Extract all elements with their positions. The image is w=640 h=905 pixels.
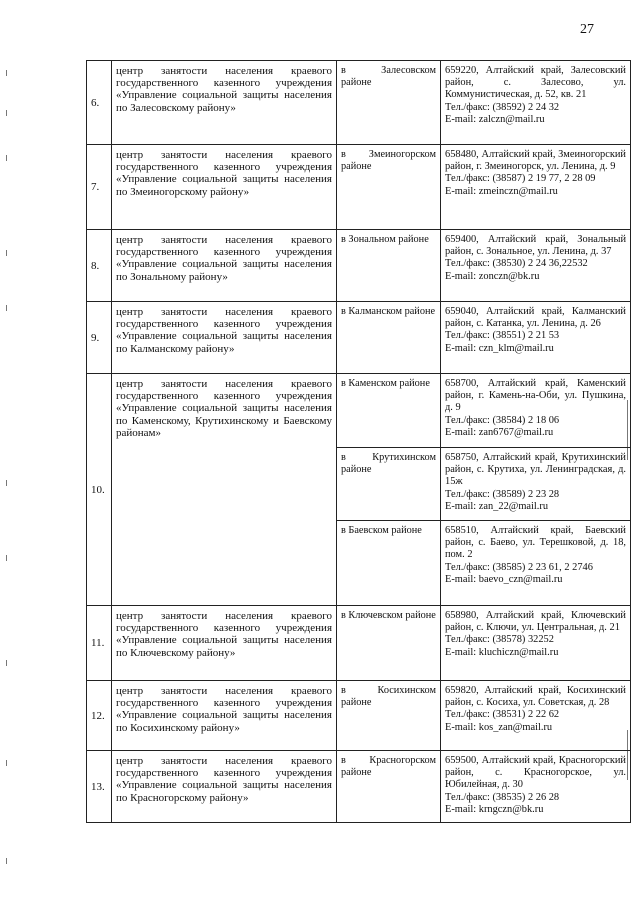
row-number: 13. [87,751,112,823]
district: в Каменском районе [337,374,441,448]
phone-fax: Тел./факс: (38584) 2 18 06 [445,414,560,426]
district: в Красногорском районе [337,751,441,823]
table-row [87,302,631,374]
binding-mark [6,70,7,76]
binding-mark [6,305,7,311]
email: E-mail: zonczn@bk.ru [445,270,540,282]
postal-address: 658750, Алтайский край, Крутихинский район, с. Крутиха, ул. Ленинградская, д. 15ж [445,452,626,488]
postal-address: 659400, Алтайский край, Зональный район, с. Зональное, ул. Ленина, д. 37 [445,234,626,258]
binding-mark [6,155,7,161]
contact-info [441,751,631,823]
email: E-mail: czn_klm@mail.ru [445,342,554,354]
row-number: 12. [87,681,112,751]
phone-fax: Тел./факс: (38589) 2 23 28 [445,488,560,500]
postal-address: 659500, Алтайский край, Красногорский район, с. Красногорское, ул. Юбилейная, д. 30 [445,755,626,791]
contact-info [441,230,631,302]
binding-mark [6,660,7,666]
center-name: центр занятости населения краевого государственного казенного учреждения «Управление социальной защиты населения по Красногорскому району» [112,751,337,823]
district: в Калманском районе [337,302,441,374]
district: в Крутихинском районе [337,448,441,521]
phone-fax: Тел./факс: (38592) 2 24 32 [445,101,560,113]
district: в Змеиногорском районе [337,145,441,230]
table-row [87,751,631,823]
email: E-mail: zmeinczn@mail.ru [445,185,558,197]
postal-address: 659040, Алтайский край, Калманский район, с. Катанка, ул. Ленина, д. 26 [445,306,626,330]
postal-address: 658480, Алтайский край, Змеиногорский район, г. Змеиногорск, ул. Ленина, д. 9 [445,149,626,173]
contact-info [441,374,631,448]
row-number: 9. [87,302,112,374]
table-row [87,681,631,751]
center-name: центр занятости населения краевого государственного казенного учреждения «Управление социальной защиты населения по Зональному району» [112,230,337,302]
center-name: центр занятости населения краевого государственного казенного учреждения «Управление социальной защиты населения по Ключевскому району» [112,606,337,681]
row-number: 11. [87,606,112,681]
phone-fax: Тел./факс: (38551) 2 21 53 [445,330,560,342]
district: в Залесовском районе [337,61,441,145]
center-name: центр занятости населения краевого государственного казенного учреждения «Управление социальной защиты населения по Косихинскому району» [112,681,337,751]
email: E-mail: zalczn@mail.ru [445,113,545,125]
postal-address: 658980, Алтайский край, Ключевский район, с. Ключи, ул. Центральная, д. 21 [445,610,626,634]
email: E-mail: baevo_czn@mail.ru [445,573,563,585]
email: E-mail: zan_22@mail.ru [445,500,549,512]
row-number: 8. [87,230,112,302]
contact-info [441,61,631,145]
phone-fax: Тел./факс: (38578) 32252 [445,634,554,646]
binding-mark [6,760,7,766]
district: в Ключевском районе [337,606,441,681]
district: в Зональном районе [337,230,441,302]
postal-address: 658700, Алтайский край, Каменский район, г. Камень-на-Оби, ул. Пушкина, д. 9 [445,378,626,414]
contact-info [441,302,631,374]
phone-fax: Тел./факс: (38587) 2 19 77, 2 28 09 [445,173,596,185]
postal-address: 658510, Алтайский край, Баевский район, с. Баево, ул. Терешковой, д. 18, пом. 2 [445,525,626,561]
phone-fax: Тел./факс: (38530) 2 24 36,22532 [445,258,588,270]
center-name: центр занятости населения краевого государственного казенного учреждения «Управление социальной защиты населения по Каменскому, Крутихинскому и Баевскому районам» [112,374,337,606]
email: E-mail: kluchiczn@mail.ru [445,646,559,658]
district: в Косихинском районе [337,681,441,751]
table-row [87,374,631,448]
page-number: 27 [580,22,594,37]
contact-info [441,606,631,681]
row-number: 7. [87,145,112,230]
email: E-mail: kos_zan@mail.ru [445,721,553,733]
center-name: центр занятости населения краевого государственного казенного учреждения «Управление социальной защиты населения по Залесовскому району» [112,61,337,145]
row-number: 10. [87,374,112,606]
binding-mark [6,250,7,256]
table-row [87,145,631,230]
binding-mark [6,110,7,116]
phone-fax: Тел./факс: (38585) 2 23 61, 2 2746 [445,561,593,573]
postal-address: 659220, Алтайский край, Залесовский район, с. Залесово, ул. Коммунистическая, д. 52, кв. 21 [445,65,626,101]
district: в Баевском районе [337,521,441,606]
center-name: центр занятости населения краевого государственного казенного учреждения «Управление социальной защиты населения по Змеиногорскому району» [112,145,337,230]
table-row [87,61,631,145]
row-number: 6. [87,61,112,145]
postal-address: 659820, Алтайский край, Косихинский район, с. Косиха, ул. Советская, д. 28 [445,685,626,709]
employment-centers-table [86,60,631,823]
table-row [87,606,631,681]
contact-info [441,521,631,606]
binding-mark [6,555,7,561]
binding-mark [6,480,7,486]
table-row [87,230,631,302]
contact-info [441,448,631,521]
binding-mark [6,858,7,864]
phone-fax: Тел./факс: (38531) 2 22 62 [445,709,560,721]
email: E-mail: zan6767@mail.ru [445,426,554,438]
phone-fax: Тел./факс: (38535) 2 26 28 [445,791,560,803]
contact-info [441,681,631,751]
contact-info [441,145,631,230]
center-name: центр занятости населения краевого государственного казенного учреждения «Управление социальной защиты населения по Калманскому району» [112,302,337,374]
email: E-mail: krngczn@bk.ru [445,803,544,815]
